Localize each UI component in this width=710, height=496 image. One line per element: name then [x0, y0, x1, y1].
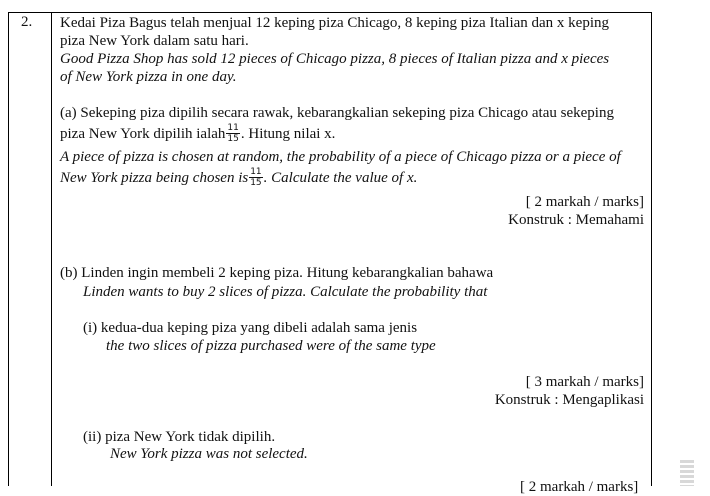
marks-label: [ 2 markah / marks] — [525, 194, 644, 210]
fraction-denominator: 15 — [250, 178, 262, 188]
part-b-english-line: Linden wants to buy 2 slices of pizza. Calculate the probability that — [83, 284, 488, 300]
table-left-border — [8, 12, 9, 486]
sub-ii-english-line: New York pizza was not selected. — [110, 446, 308, 462]
table-top-border — [8, 12, 652, 13]
sub-i-marks: [ 3 markah / marks] — [525, 374, 644, 390]
part-a-malay-line-1: (a) Sekeping piza dipilih secara rawak, kebarangkalian sekeping piza Chicago atau sekeping — [60, 105, 614, 121]
probability-fraction-english — [249, 167, 262, 188]
probability-fraction — [226, 123, 239, 144]
question-number: 2. — [21, 14, 33, 30]
part-a-construct: Konstruk : Memahami — [508, 212, 644, 228]
intro-malay-line-1: Kedai Piza Bagus telah menjual 12 keping piza Chicago, 8 keping piza Italian dan x keping — [60, 15, 610, 31]
part-a-marks — [440, 193, 644, 211]
table-right-border — [651, 12, 652, 486]
table-column-divider — [51, 12, 52, 486]
sub-ii-malay-line: (ii) piza New York tidak dipilih. — [83, 429, 276, 445]
intro-malay-line-2: piza New York dalam satu hari. — [60, 33, 249, 49]
sub-i-malay-line: (i) kedua-dua keping piza yang dibeli adalah sama jenis — [83, 320, 418, 336]
part-a-malay-line-2 — [60, 124, 335, 145]
intro-english-line-1: Good Pizza Shop has sold 12 pieces of Chicago pizza, 8 pieces of Italian pizza and x pieces — [60, 51, 610, 67]
part-a-english-line-1: A piece of pizza is chosen at random, the probability of a piece of Chicago pizza or a piece of — [60, 149, 621, 165]
part-a-malay-text: piza New York dipilih ialah — [60, 125, 226, 142]
sub-ii-marks: [ 2 markah / marks] — [520, 479, 639, 495]
sub-i-english-line: the two slices of pizza purchased were of the same type — [106, 338, 436, 354]
intro-english-line-2: of New York pizza in one day. — [60, 69, 237, 85]
fraction-numerator: 11 — [227, 123, 239, 133]
part-a-malay-text-end: . Hitung nilai x. — [240, 125, 336, 142]
sub-i-construct: Konstruk : Mengaplikasi — [494, 392, 644, 408]
part-a-english-text-end: . Calculate the value of x. — [263, 169, 418, 186]
part-a-english-text: New York pizza being chosen is — [60, 169, 249, 186]
part-b-malay-line: (b) Linden ingin membeli 2 keping piza. Hitung kebarangkalian bahawa — [60, 265, 494, 281]
fraction-denominator: 15 — [227, 134, 239, 144]
page-edge-watermark — [680, 460, 694, 486]
fraction-numerator: 11 — [250, 167, 262, 177]
part-a-english-line-2 — [60, 168, 417, 189]
